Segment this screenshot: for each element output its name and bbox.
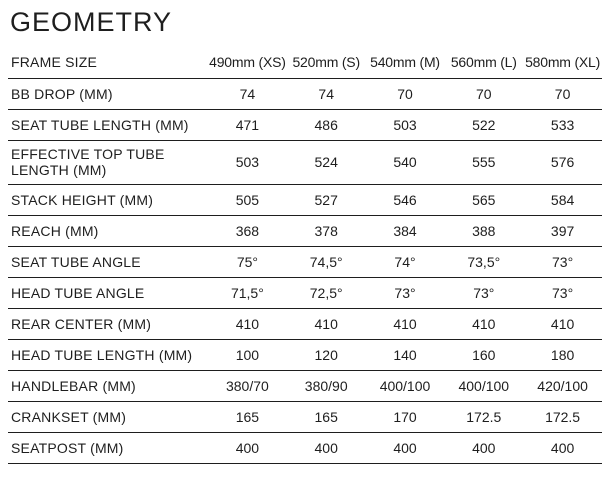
cell-value: 74 (208, 78, 287, 109)
cell-value: 584 (523, 184, 602, 215)
cell-value: 540 (366, 140, 445, 184)
cell-value: 170 (366, 401, 445, 432)
row-label: SEATPOST (MM) (8, 432, 208, 463)
cell-value: 555 (444, 140, 523, 184)
table-row (8, 215, 602, 246)
cell-value: 400 (208, 432, 287, 463)
cell-value: 71,5° (208, 277, 287, 308)
cell-value: 524 (287, 140, 366, 184)
cell-value: 70 (366, 78, 445, 109)
cell-value: 410 (523, 308, 602, 339)
row-label: CRANKSET (MM) (8, 401, 208, 432)
table-header-row (8, 47, 602, 78)
header-size-l: 560mm (L) (444, 47, 523, 78)
cell-value: 70 (444, 78, 523, 109)
cell-value: 503 (366, 109, 445, 140)
table-row (8, 308, 602, 339)
row-label: BB DROP (MM) (8, 78, 208, 109)
cell-value: 73,5° (444, 246, 523, 277)
row-label: HEAD TUBE LENGTH (MM) (8, 339, 208, 370)
row-label: REAR CENTER (MM) (8, 308, 208, 339)
cell-value: 410 (366, 308, 445, 339)
table-row (8, 184, 602, 215)
cell-value: 165 (208, 401, 287, 432)
cell-value: 384 (366, 215, 445, 246)
cell-value: 400 (287, 432, 366, 463)
cell-value: 73° (444, 277, 523, 308)
cell-value: 172.5 (523, 401, 602, 432)
row-label: STACK HEIGHT (MM) (8, 184, 208, 215)
cell-value: 410 (287, 308, 366, 339)
header-frame-size: FRAME SIZE (8, 47, 208, 78)
cell-value: 400/100 (366, 370, 445, 401)
cell-value: 100 (208, 339, 287, 370)
cell-value: 533 (523, 109, 602, 140)
row-label: SEAT TUBE LENGTH (MM) (8, 109, 208, 140)
cell-value: 527 (287, 184, 366, 215)
cell-value: 380/70 (208, 370, 287, 401)
cell-value: 73° (523, 246, 602, 277)
cell-value: 180 (523, 339, 602, 370)
table-row (8, 432, 602, 463)
header-size-xl: 580mm (XL) (523, 47, 602, 78)
cell-value: 505 (208, 184, 287, 215)
cell-value: 378 (287, 215, 366, 246)
cell-value: 120 (287, 339, 366, 370)
cell-value: 400 (366, 432, 445, 463)
table-row (8, 78, 602, 109)
cell-value: 368 (208, 215, 287, 246)
cell-value: 160 (444, 339, 523, 370)
table-row (8, 246, 602, 277)
page-title: GEOMETRY (10, 7, 173, 37)
cell-value: 400 (523, 432, 602, 463)
cell-value: 388 (444, 215, 523, 246)
cell-value: 503 (208, 140, 287, 184)
cell-value: 72,5° (287, 277, 366, 308)
cell-value: 400 (444, 432, 523, 463)
cell-value: 74,5° (287, 246, 366, 277)
header-size-m: 540mm (M) (366, 47, 445, 78)
cell-value: 380/90 (287, 370, 366, 401)
cell-value: 397 (523, 215, 602, 246)
cell-value: 70 (523, 78, 602, 109)
cell-value: 410 (444, 308, 523, 339)
cell-value: 140 (366, 339, 445, 370)
row-label: SEAT TUBE ANGLE (8, 246, 208, 277)
cell-value: 565 (444, 184, 523, 215)
cell-value: 576 (523, 140, 602, 184)
cell-value: 486 (287, 109, 366, 140)
table-row (8, 277, 602, 308)
cell-value: 410 (208, 308, 287, 339)
row-label: EFFECTIVE TOP TUBE LENGTH (MM) (8, 140, 208, 184)
cell-value: 522 (444, 109, 523, 140)
cell-value: 471 (208, 109, 287, 140)
cell-value: 75° (208, 246, 287, 277)
cell-value: 73° (366, 277, 445, 308)
cell-value: 74° (366, 246, 445, 277)
row-label: HANDLEBAR (MM) (8, 370, 208, 401)
cell-value: 74 (287, 78, 366, 109)
row-label: REACH (MM) (8, 215, 208, 246)
row-label: HEAD TUBE ANGLE (8, 277, 208, 308)
header-size-xs: 490mm (XS) (208, 47, 287, 78)
cell-value: 546 (366, 184, 445, 215)
table-row (8, 109, 602, 140)
cell-value: 400/100 (444, 370, 523, 401)
header-size-s: 520mm (S) (287, 47, 366, 78)
cell-value: 73° (523, 277, 602, 308)
table-row (8, 140, 602, 184)
table-row (8, 401, 602, 432)
table-row (8, 370, 602, 401)
cell-value: 172.5 (444, 401, 523, 432)
cell-value: 165 (287, 401, 366, 432)
geometry-table (8, 47, 602, 464)
cell-value: 420/100 (523, 370, 602, 401)
table-row (8, 339, 602, 370)
